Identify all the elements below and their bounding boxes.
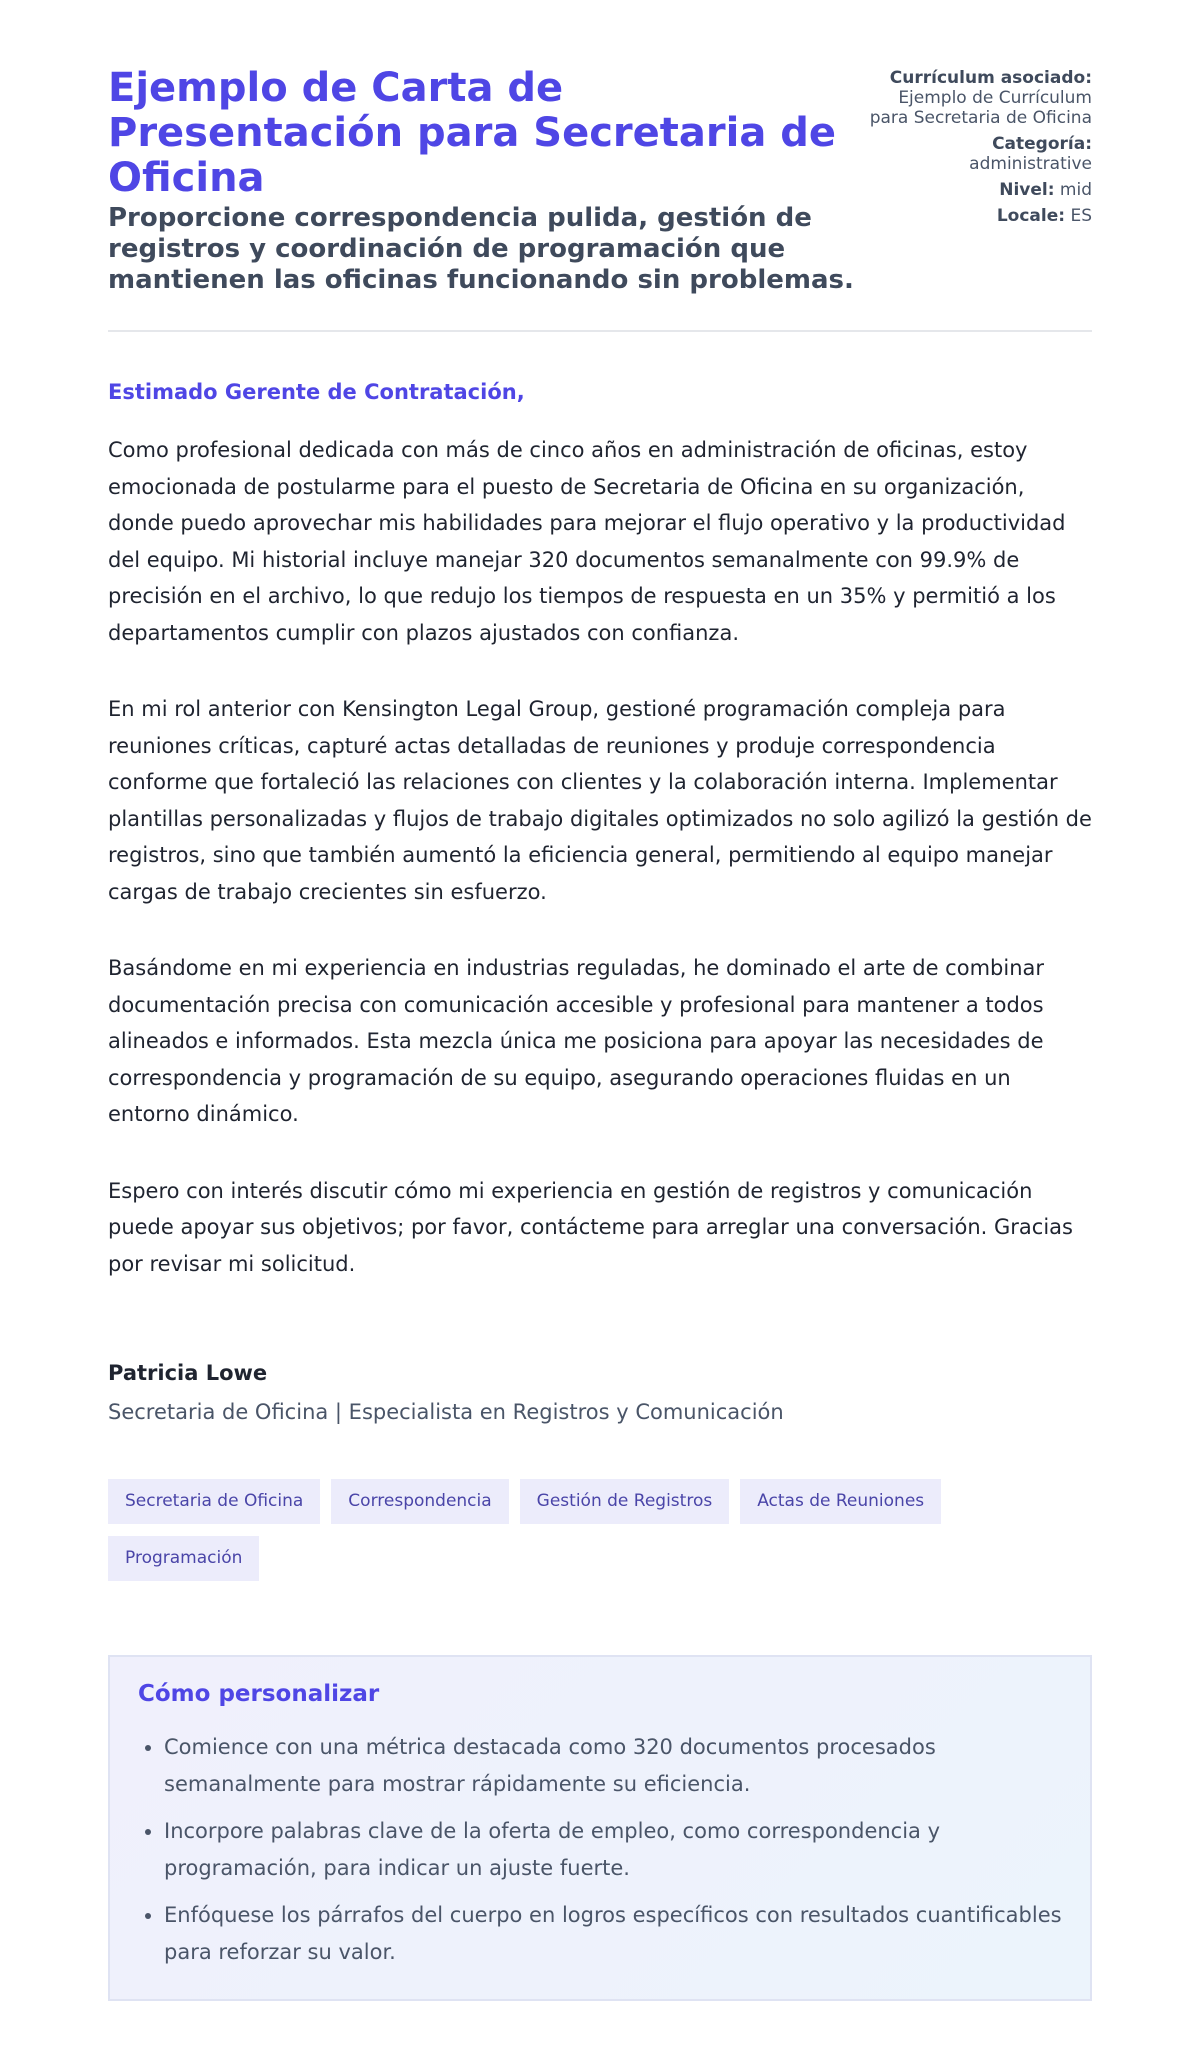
letter-paragraph: Como profesional dedicada con más de cinco años en administración de oficinas, estoy emocionada de postularme para el puesto de Secretaria de Oficina en su organización, donde puedo aprovechar mis habilidades para mejorar el flujo operativo y la productividad del equipo. Mi historial incluye manejar 320 documentos semanalmente con 99.9% de precisión en el archivo, lo que redujo los tiempos de respuesta en un 35% y permitió a los departamentos cumplir con plazos ajustados con confianza. (108, 438, 1066, 645)
meta-level (856, 180, 1092, 200)
tag-correspondencia[interactable]: Correspondencia (331, 1479, 508, 1524)
page-title: Ejemplo de Carta de Presentación para Secretaria de Oficina (108, 65, 837, 201)
tips-list (138, 1729, 1062, 1971)
tag-list (108, 1479, 1008, 1581)
signature-name: Patricia Lowe (108, 1361, 268, 1385)
letter-paragraph: Basándome en mi experiencia en industrias reguladas, he dominado el arte de combinar documentación precisa con comunicación accesible y profesional para mantener a todos alineados e informados. Esta mezcla única me posiciona para apoyar las necesidades de correspondencia y programación de su equipo, asegurando operaciones fluidas en un entorno dinámico. (108, 956, 1045, 1126)
meta-category-value: administrative (969, 154, 1092, 174)
letter-salutation: Estimado Gerente de Contratación, (108, 380, 525, 404)
tip-item: • Enfóquese los párrafos del cuerpo en logros específicos con resultados cuantificables para reforzar su valor. (164, 1897, 1062, 1971)
signature-role: Secretaria de Oficina | Especialista en Registros y Comunicación (108, 1400, 784, 1424)
meta-category-label: Categoría: (992, 134, 1092, 154)
header-divider (108, 330, 1092, 332)
tag-programacion[interactable]: Programación (108, 1536, 259, 1581)
meta-locale-value: ES (1070, 206, 1092, 226)
customization-tips (108, 1655, 1092, 2001)
letter-paragraph: Espero con interés discutir cómo mi experiencia en gestión de registros y comunicación puede apoyar sus objetivos; por favor, contácteme para arreglar una conversación. Gracias por revisar mi solicitud. (108, 1178, 1073, 1276)
tag-secretaria-de-oficina[interactable]: Secretaria de Oficina (108, 1479, 320, 1524)
page-subtitle: Proporcione correspondencia pulida, gestión de registros y coordinación de programación que mantienen las oficinas funcionando sin problemas. (108, 203, 854, 295)
meta-resume (856, 68, 1092, 128)
letter-body (108, 380, 1092, 1424)
tip-item: • Comience con una métrica destacada como 320 documentos procesados semanalmente para mostrar rápidamente su eficiencia. (164, 1729, 1062, 1803)
meta-locale (856, 206, 1092, 226)
meta-category (856, 134, 1092, 174)
meta-resume-label: Currículum asociado: (889, 68, 1092, 88)
meta-level-value: mid (1059, 180, 1092, 200)
metadata-panel (856, 66, 1092, 232)
letter-paragraph: En mi rol anterior con Kensington Legal Group, gestioné programación compleja para reuniones críticas, capturé actas detalladas de reuniones y produje correspondencia conforme que fortaleció las relaciones con clientes y la colaboración interna. Implementar plantillas personalizadas y flujos de trabajo digitales optimizados no solo agilizó la gestión de registros, sino que también aumentó la eficiencia general, permitiendo al equipo manejar cargas de trabajo crecientes sin esfuerzo. (108, 697, 1092, 904)
page-header (108, 66, 1092, 296)
meta-resume-value: Ejemplo de Currículum para Secretaria de Oficina (869, 88, 1092, 128)
tip-item: • Incorpore palabras clave de la oferta de empleo, como correspondencia y programación, para indicar un ajuste fuerte. (164, 1813, 1062, 1887)
tag-gestion-de-registros[interactable]: Gestión de Registros (520, 1479, 730, 1524)
header-titles (108, 66, 856, 296)
meta-level-label: Nivel: (999, 180, 1055, 200)
meta-locale-label: Locale: (996, 206, 1066, 226)
tag-actas-de-reuniones[interactable]: Actas de Reuniones (740, 1479, 941, 1524)
tips-title: Cómo personalizar (138, 1681, 380, 1707)
